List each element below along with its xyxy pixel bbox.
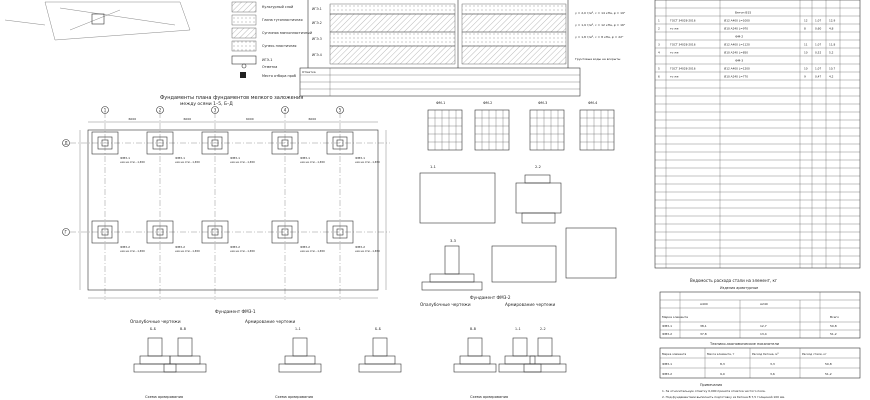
footing-label: ФМ3-2 [230, 245, 241, 249]
steel-header-a400: А400 [700, 302, 708, 306]
spec-cell: Ø10 А240 L=850 [724, 50, 749, 55]
spec-cell: 1 [658, 18, 660, 23]
bottom-section-label: В–В [470, 327, 476, 331]
notes [662, 383, 785, 399]
bottom-column [373, 338, 387, 356]
spec-cell: 4,8 [829, 26, 834, 31]
legend [232, 2, 312, 78]
spec-cell: Ø10 А240 L=770 [724, 74, 749, 79]
plan-title: Фундаменты плана фундаментов мелкого заложения [160, 95, 304, 101]
bottom-step [140, 356, 170, 364]
tech-table [660, 342, 860, 378]
steel-row-2-mark: ФМ3-2 [662, 332, 673, 336]
steel-row-2-a400: 37,8 [700, 332, 707, 336]
spec-cell: 1,07 [815, 42, 822, 47]
spec-cell: 0,60 [815, 26, 822, 31]
tech-row-1-concrete: 3,3 [770, 362, 775, 366]
section-note-3: γ = 1,8 т/м³, c = 8 кПа, φ = 22° [575, 35, 624, 39]
footing-note: низ на отм. -1,650 [355, 250, 380, 253]
bottom-mid-caption: Схема армирования [275, 395, 314, 399]
spec-cell: ГОСТ 34028-2016 [670, 18, 696, 23]
legend-item-2: Глина тугопластичная [262, 18, 303, 22]
tech-header-mark: Марка элемента [662, 352, 687, 356]
footing-label: ФМ3-2 [355, 245, 366, 249]
label-formwork-left: Опалубочные чертежи [130, 319, 181, 324]
footing-label: ФМ3-1 [120, 156, 131, 160]
section-ige-2: ИГЭ-2 [312, 21, 322, 25]
spec-cell: Ø10 А240 L=970 [724, 26, 749, 31]
detail-top-label: ФМ-2 [483, 101, 493, 105]
spec-cell: 8 [804, 26, 806, 31]
steel-table [660, 292, 860, 338]
spec-cell: Ø12 А400 L=1120 [724, 42, 750, 47]
detail-top-outline [428, 110, 462, 150]
footing-label: ФМ3-1 [300, 156, 311, 160]
spec-table [655, 0, 860, 290]
spec-sub-caption: Изделия арматурные [720, 286, 759, 290]
spec-cell: ГОСТ 34028-2016 [670, 42, 696, 47]
spec-cell: то же [670, 50, 679, 55]
detail-top-outline [530, 110, 564, 150]
spec-group-title: Бетон В15 [735, 10, 752, 15]
bottom-base [499, 364, 541, 372]
notes-item-2: 2. Под фундаментами выполнить подготовку из бетона В 7,5 толщиной 100 мм. [662, 395, 786, 399]
bottom-left-caption: Схема армирования [145, 395, 184, 399]
label-formwork-right: Опалубочные чертежи [420, 302, 471, 307]
tech-row-1-steel: 50,8 [825, 362, 832, 366]
spec-cell: 10 [804, 50, 808, 55]
bottom-sections [134, 327, 566, 399]
footing-label: ФМ3-1 [230, 156, 241, 160]
tech-row-2-concrete: 3,6 [770, 372, 775, 376]
spec-cell: 12,9 [829, 18, 836, 23]
bottom-section-label: Б–Б [375, 327, 381, 331]
detail-top-label: ФМ-4 [588, 101, 598, 105]
tech-header-concrete: Расход бетона, м³ [752, 352, 779, 356]
steel-row-1-a240: 12,7 [760, 324, 767, 328]
bottom-section-label: Б–Б [150, 327, 156, 331]
spec-group-title: ФМ-2 [735, 34, 744, 39]
legend-item-5: ИГЭ-1 [262, 58, 273, 62]
bottom-column [538, 338, 552, 356]
bottom-step [460, 356, 490, 364]
label-fm31: Фундамент ФМ3-1 [215, 309, 256, 314]
section-1-1-label: 1-1 [430, 165, 436, 169]
label-reinf-right: Армирование чертежи [505, 302, 556, 307]
spec-cell: 1,07 [815, 18, 822, 23]
footing-note: низ на отм. -1,650 [355, 161, 380, 164]
steel-header-a240: А240 [760, 302, 768, 306]
spec-cell: 11 [804, 42, 808, 47]
bottom-right-caption: Схема армирования [470, 395, 509, 399]
spec-group-title: ФМ-3 [735, 58, 744, 63]
legend-item-6: Отметка [262, 65, 278, 69]
footing-label: ФМ3-1 [355, 156, 366, 160]
spec-cell: то же [670, 74, 679, 79]
detail-top-outline [475, 110, 509, 150]
bottom-column [178, 338, 192, 356]
spec-caption: Ведомость расхода стали на элемент, кг [690, 278, 777, 283]
plan-dimension: 6000 [183, 117, 192, 121]
steel-row-1-mark: ФМ3-1 [662, 324, 673, 328]
bottom-base [524, 364, 566, 372]
label-reinf-left: Армирование чертежи [245, 319, 296, 324]
bottom-base [454, 364, 496, 372]
footing-note: низ на отм. -1,650 [300, 161, 325, 164]
footing-label: ФМ3-1 [175, 156, 186, 160]
plan-axis-letter: Д [64, 140, 68, 146]
legend-item-3: Суглинок мягкопластичный [262, 31, 313, 35]
tech-row-1-mass: 8,3 [720, 362, 725, 366]
spec-cell: 5 [658, 66, 660, 71]
footing-note: низ на отм. -1,650 [175, 250, 200, 253]
bottom-base [279, 364, 321, 372]
plan-subtitle: между осями 1–5, Б–Д [180, 102, 233, 107]
steel-row-2-a240: 13,4 [760, 332, 767, 336]
detail-top-outline [580, 110, 614, 150]
site-sketch [5, 2, 190, 40]
spec-cell: 2 [658, 26, 660, 31]
footing-note: низ на отм. -1,650 [230, 250, 255, 253]
plan-dimension: 6000 [128, 117, 137, 121]
bottom-section-label: 1–1 [515, 327, 521, 331]
footing-label: ФМ3-2 [120, 245, 131, 249]
section-footer-note: Грунтовые воды не вскрыты [575, 57, 621, 61]
bottom-base [164, 364, 206, 372]
tech-header-steel: Расход стали, кг [802, 352, 827, 356]
bottom-step [170, 356, 200, 364]
notes-title: Примечания [700, 383, 723, 387]
plan-axis-number: 5 [338, 107, 342, 113]
bottom-base [359, 364, 401, 372]
tech-row-2-steel: 51,2 [825, 372, 832, 376]
label-fm32: Фундамент ФМ3-2 [470, 295, 511, 300]
legend-item-7: Место отбора проб [262, 74, 297, 78]
bottom-section-label: 2–2 [540, 327, 546, 331]
steel-row-1-total: 50,8 [830, 324, 837, 328]
plan-dimension: 6000 [308, 117, 317, 121]
tech-header-mass: Масса элемента, т [707, 352, 735, 356]
spec-cell: 12 [804, 18, 808, 23]
tech-row-2-mass: 9,0 [720, 372, 725, 376]
footing-note: низ на отм. -1,650 [230, 161, 255, 164]
spec-cell: 9 [804, 74, 806, 79]
bottom-column [293, 338, 307, 356]
detail-top-label: ФМ-3 [538, 101, 548, 105]
section-ige-3: ИГЭ-3 [312, 37, 322, 41]
spec-cell: 1,07 [815, 66, 822, 71]
plan-axis-letter: Г [64, 229, 67, 235]
footing-note: низ на отм. -1,650 [300, 250, 325, 253]
steel-header-mark: Марка элемента [662, 315, 689, 319]
plan-axis-number: 4 [283, 107, 287, 113]
spec-cell: 3 [658, 42, 660, 47]
detail-sections [130, 101, 616, 324]
spec-cell: 4 [658, 50, 660, 55]
legend-item-4: Супесь пластичная [262, 44, 297, 48]
bottom-column [148, 338, 162, 356]
plan-axis-number: 3 [213, 107, 217, 113]
section-label-left: Отметка [302, 70, 316, 74]
footing-note: низ на отм. -1,650 [120, 161, 145, 164]
section-ige-1: ИГЭ-1 [312, 7, 322, 11]
plan-axis-number: 1 [103, 107, 107, 113]
geological-section [300, 0, 626, 96]
bottom-step [285, 356, 315, 364]
steel-row-2-total: 51,2 [830, 332, 837, 336]
section-note-1: γ = 2,0 т/м³, c = 14 кПа, φ = 19° [575, 11, 626, 15]
bottom-section-label: В–В [180, 327, 186, 331]
spec-cell: 6 [658, 74, 660, 79]
steel-row-1-a400: 38,1 [700, 324, 707, 328]
tech-caption: Технико-экономические показатели [710, 342, 779, 346]
spec-cell: то же [670, 26, 679, 31]
bottom-section-label: 1–1 [295, 327, 301, 331]
section-note-2: γ = 1,9 т/м³, c = 12 кПа, φ = 16° [575, 23, 626, 27]
spec-cell: Ø12 А400 L=1000 [724, 18, 750, 23]
tech-row-2-mark: ФМ3-2 [662, 372, 673, 376]
spec-cell: 5,2 [829, 50, 834, 55]
section-2-2-label: 2-2 [535, 165, 541, 169]
spec-cell: 0,52 [815, 50, 822, 55]
footing-label: ФМ3-2 [175, 245, 186, 249]
spec-cell: 0,47 [815, 74, 822, 79]
spec-cell: Ø12 А400 L=1200 [724, 66, 750, 71]
notes-item-1: 1. За относительную отметку 0,000 принята отметка чистого пола. [662, 389, 766, 393]
tech-row-1-mark: ФМ3-1 [662, 362, 673, 366]
spec-cell: 4,2 [829, 74, 834, 79]
footing-note: низ на отм. -1,650 [175, 161, 200, 164]
spec-cell: ГОСТ 34028-2016 [670, 66, 696, 71]
footing-note: низ на отм. -1,650 [120, 250, 145, 253]
bottom-column [513, 338, 527, 356]
plan-axis-number: 2 [158, 107, 162, 113]
spec-cell: 10,7 [829, 66, 836, 71]
bottom-column [468, 338, 482, 356]
steel-header-total: Всего [830, 315, 839, 319]
bottom-step [365, 356, 395, 364]
section-3-3-label: 3-3 [450, 239, 456, 243]
footing-label: ФМ3-2 [300, 245, 311, 249]
detail-top-label: ФМ-1 [436, 101, 446, 105]
spec-cell: 10 [804, 66, 808, 71]
bottom-step [530, 356, 560, 364]
bottom-step [505, 356, 535, 364]
section-ige-4: ИГЭ-4 [312, 53, 322, 57]
bottom-base [134, 364, 176, 372]
legend-item-1: Культурный слой [262, 5, 294, 9]
spec-cell: 11,8 [829, 42, 836, 47]
plan-dimension: 6000 [246, 117, 254, 121]
foundation-plan [63, 95, 391, 300]
